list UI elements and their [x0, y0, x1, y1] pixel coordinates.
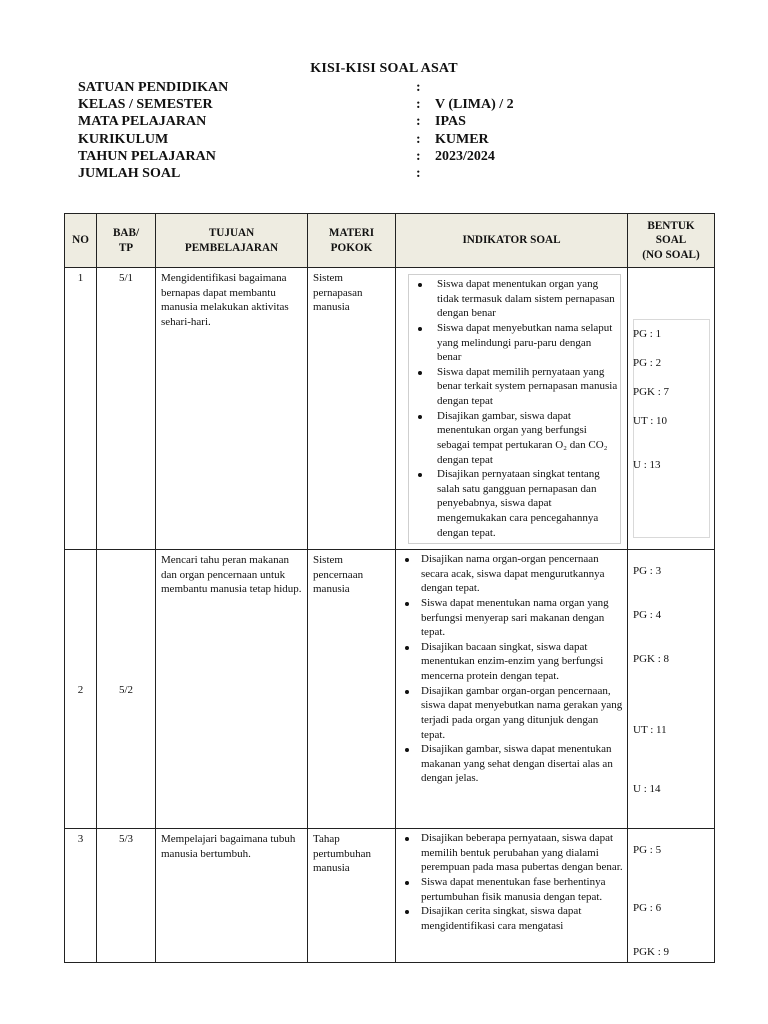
header-materi — [308, 214, 396, 268]
indikator-item: Disajikan beberapa pernyataan, siswa dapat memilih bentuk perubahan yang dialami perempuan pada masa pubertas dengan benar. — [396, 831, 623, 875]
table-row — [65, 550, 715, 829]
header-bab — [97, 214, 156, 268]
indikator-item: Disajikan gambar, siswa dapat menentukan organ yang berfungsi sebagai tempat pertukaran O₂ dan CO₂ dengan tepat — [409, 409, 618, 468]
cell-tujuan: Mencari tahu peran makanan dan organ pencernaan untuk membantu manusia tetap hidup. — [156, 550, 308, 829]
header-tujuan — [156, 214, 308, 268]
table-row — [65, 829, 715, 963]
indikator-list — [409, 277, 618, 540]
bentuk-item: PG : 5 — [633, 844, 662, 856]
bentuk-container — [628, 829, 714, 962]
cell-bab: 5/1 — [97, 268, 156, 550]
meta-value: 2023/2024 — [435, 148, 495, 164]
header-bentuk-label: BENTUK SOAL (NO SOAL) — [642, 219, 700, 261]
meta-colon: : — [416, 165, 421, 181]
kisi-kisi-table — [64, 213, 715, 963]
indikator-item: Disajikan gambar organ-organ pencernaan, siswa dapat menyebutkan nama gerakan yang terjadi pada organ yang ditunjuk dengan tepat. — [396, 684, 623, 743]
bentuk-item: PGK : 9 — [633, 946, 670, 958]
bentuk-item: PG : 3 — [633, 565, 662, 577]
meta-colon: : — [416, 80, 421, 95]
indikator-list — [396, 552, 623, 786]
bentuk-item: PGK : 7 — [633, 386, 670, 398]
meta-value: IPAS — [435, 114, 466, 130]
indikator-item: Siswa dapat menentukan fase berhentinya pertumbuhan fisik manusia dengan tepat. — [396, 875, 623, 904]
header-tujuan-label: TUJUAN PEMBELAJARAN — [184, 226, 279, 254]
cell-tujuan: Mengidentifikasi bagaimana bernapas dapat membantu manusia melakukan aktivitas sehari-hari. — [156, 268, 308, 550]
meta-label: KELAS / SEMESTER — [78, 97, 213, 113]
header-materi-label: MATERI POKOK — [328, 226, 375, 254]
indikator-item: Siswa dapat memilih pernyataan yang benar terkait system pernapasan manusia dengan tepat — [409, 365, 618, 409]
document-title: KISI-KISI SOAL ASAT — [310, 61, 458, 76]
table-header-row — [65, 214, 715, 268]
bentuk-item: PG : 2 — [633, 357, 662, 369]
header-bab-label: BAB/ TP — [112, 226, 140, 254]
cell-no: 1 — [65, 268, 97, 550]
meta-value: V (LIMA) / 2 — [435, 97, 514, 113]
bentuk-container — [628, 550, 714, 828]
meta-row-kurikulum — [78, 131, 638, 148]
cell-tujuan: Mempelajari bagaimana tubuh manusia bertumbuh. — [156, 829, 308, 963]
indikator-item: Siswa dapat menentukan nama organ yang berfungsi menyerap sari makanan dengan tepat. — [396, 596, 623, 640]
meta-row-mata-pelajaran — [78, 113, 638, 130]
indikator-item: Disajikan bacaan singkat, siswa dapat menentukan enzim-enzim yang berfungsi mencerna protein dengan tepat. — [396, 640, 623, 684]
document-meta — [78, 79, 638, 182]
indikator-list — [396, 831, 623, 933]
meta-row-kelas-semester — [78, 96, 638, 113]
indikator-item: Disajikan gambar, siswa dapat menentukan makanan yang sehat dengan disertai alas an dengan jelas. — [396, 742, 623, 786]
bentuk-item: PGK : 8 — [633, 653, 670, 665]
indikator-box — [408, 274, 621, 544]
bentuk-item: U : 13 — [633, 459, 661, 471]
meta-colon: : — [416, 131, 421, 147]
indikator-box — [396, 550, 627, 786]
indikator-item: Siswa dapat menentukan organ yang tidak termasuk dalam sistem pernapasan dengan benar — [409, 277, 618, 321]
header-indikator-label: INDIKATOR SOAL — [462, 234, 561, 247]
table-row — [65, 268, 715, 550]
meta-row-tahun-pelajaran — [78, 148, 638, 165]
cell-no: 2 — [65, 550, 97, 829]
cell-materi: Tahap pertumbuhan manusia — [308, 829, 396, 963]
header-no-label: NO — [72, 234, 89, 247]
meta-label: TAHUN PELAJARAN — [78, 148, 216, 164]
meta-colon: : — [416, 97, 421, 113]
bentuk-item: U : 14 — [633, 783, 661, 795]
header-indikator — [396, 214, 628, 268]
meta-colon: : — [416, 114, 421, 130]
meta-row-jumlah-soal — [78, 165, 638, 182]
cell-bentuk — [628, 829, 715, 963]
indikator-item: Disajikan cerita singkat, siswa dapat mengidentifikasi cara mengatasi — [396, 904, 623, 933]
cell-indikator — [396, 829, 628, 963]
bentuk-container — [628, 268, 714, 549]
cell-indikator — [396, 268, 628, 550]
cell-materi: Sistem pencernaan manusia — [308, 550, 396, 829]
header-bentuk — [628, 214, 715, 268]
bentuk-item: UT : 11 — [633, 724, 667, 736]
cell-materi: Sistem pernapasan manusia — [308, 268, 396, 550]
indikator-item: Disajikan pernyataan singkat tentang salah satu gangguan pernapasan dan penyebabnya, siswa dapat mengemukakan cara pencegahannya dengan tepat. — [409, 467, 618, 540]
meta-value: KUMER — [435, 131, 489, 147]
cell-bentuk — [628, 550, 715, 829]
bentuk-item: UT : 10 — [633, 415, 668, 427]
indikator-item: Disajikan nama organ-organ pencernaan secara acak, siswa dapat mengurutkannya dengan tepat. — [396, 552, 623, 596]
bentuk-item: PG : 6 — [633, 902, 662, 914]
meta-label: JUMLAH SOAL — [78, 165, 181, 181]
cell-bab: 5/2 — [97, 550, 156, 829]
meta-row-satuan-pendidikan — [78, 79, 638, 96]
meta-colon: : — [416, 148, 421, 164]
meta-label: SATUAN PENDIDIKAN — [78, 80, 229, 95]
indikator-box — [396, 829, 627, 933]
indikator-item: Siswa dapat menyebutkan nama selaput yang melindungi paru-paru dengan benar — [409, 321, 618, 365]
cell-bab: 5/3 — [97, 829, 156, 963]
bentuk-item: PG : 4 — [633, 609, 662, 621]
cell-bentuk — [628, 268, 715, 550]
bentuk-item: PG : 1 — [633, 328, 662, 340]
header-no — [65, 214, 97, 268]
meta-label: MATA PELAJARAN — [78, 114, 207, 130]
cell-indikator — [396, 550, 628, 829]
cell-no: 3 — [65, 829, 97, 963]
meta-label: KURIKULUM — [78, 131, 169, 147]
